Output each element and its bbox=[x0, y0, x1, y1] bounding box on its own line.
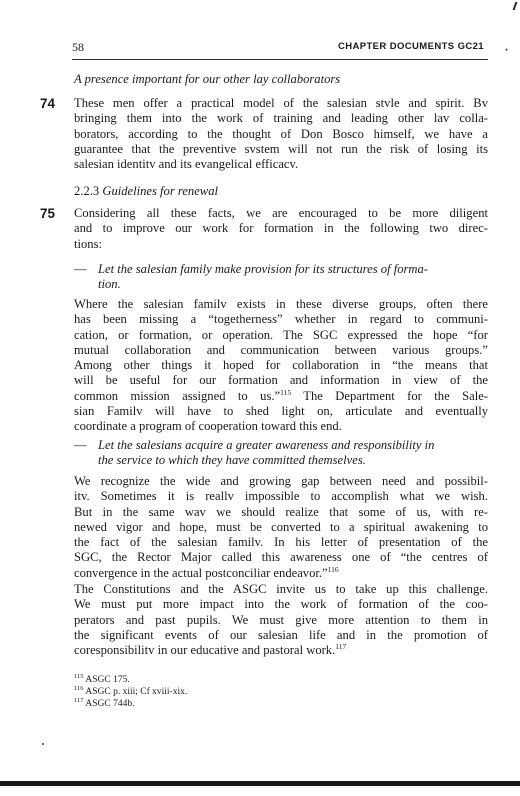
footnote-ref-115: 115 bbox=[280, 387, 292, 397]
text-line: perators and past pupils. We must give more attention to them in bbox=[74, 612, 488, 627]
text-line: the significant events of our salesian life and in the promotion of bbox=[74, 627, 488, 642]
subsection-heading bbox=[74, 184, 218, 199]
text-line: itv. Sometimes it is reallv impossible to accomplish what we wish. bbox=[74, 489, 488, 504]
footnote-ref-116: 116 bbox=[327, 564, 339, 574]
paragraph-number-74: 74 bbox=[40, 96, 56, 111]
text-line: SGC, the Rector Major called this awareness one of “the centres of bbox=[74, 550, 488, 565]
paragraph-75-body-2 bbox=[74, 474, 488, 581]
text-line: and to improve our work for formation in the following two direc- bbox=[74, 221, 488, 236]
text-line: Where the salesian familv exists in these diverse groups, often there bbox=[74, 297, 488, 311]
page-header bbox=[72, 40, 484, 56]
text-line: The Constitutions and the ASGC invite us to take up this challenge. bbox=[74, 582, 488, 596]
text-line: newed vigor and hope, must be converted to a spiritual awakening to bbox=[74, 519, 488, 534]
text-line: convergence in the actual postconciliar endeavor.”$^{116}$ bbox=[74, 564, 339, 580]
dash-marker: — bbox=[74, 262, 87, 276]
text-line: Let the salesians acquire a greater awareness and responsibility in bbox=[98, 438, 435, 452]
text-line: guarantee that the preventive svstem will not run the risk of losing its bbox=[74, 141, 488, 156]
scan-speck bbox=[42, 743, 44, 745]
text-line: common mission assigned to us.”$^{115}$ The Department for the Sale- bbox=[74, 387, 488, 403]
header-tick: • bbox=[505, 45, 509, 55]
scan-edge-bar bbox=[0, 781, 520, 786]
paragraph-75-body-1 bbox=[74, 297, 488, 435]
corner-mark bbox=[507, 2, 518, 10]
subsection-title: Guidelines for renewal bbox=[102, 184, 219, 198]
text-line: mutual collaboration and communication between various groups.” bbox=[74, 342, 488, 357]
text-line: But in the same wav we should realize that some of us, with re- bbox=[74, 504, 488, 519]
footnotes bbox=[74, 674, 187, 710]
directive-2 bbox=[74, 438, 488, 469]
text-line: coresponsibilitv in our educative and pastoral work.$^{117}$ bbox=[74, 642, 347, 658]
footnote-ref-117: 117 bbox=[335, 642, 347, 651]
section-title: A presence important for our other lay collaborators bbox=[74, 72, 341, 86]
text-line: sian Familv will have to shed light on, articulate and eventually bbox=[74, 404, 488, 419]
paragraph-74 bbox=[74, 96, 488, 172]
paragraph-75-body-3 bbox=[74, 582, 488, 658]
text-line: cation, or formation, or operation. The SGC expressed the hope “for bbox=[74, 327, 488, 342]
text-line: We recognize the wide and growing gap between need and possibil- bbox=[74, 474, 488, 488]
paragraph-number-75: 75 bbox=[40, 206, 56, 221]
text-line: will be useful for our formation and information in view of the bbox=[74, 373, 488, 388]
text-line: the service to which they have committed themselves. bbox=[98, 453, 366, 468]
text-line: These men offer a practical model of the salesian stvle and spirit. Bv bbox=[74, 96, 488, 110]
text-line: borators, according to the thought of Don Bosco himself, we have a bbox=[74, 126, 488, 141]
header-rule bbox=[72, 59, 488, 60]
text-line: Considering all these facts, we are encouraged to be more diligent bbox=[74, 206, 488, 220]
text-line: coordinate a program of cooperation toward this end. bbox=[74, 419, 342, 434]
running-head: CHAPTER DOCUMENTS GC21 bbox=[337, 41, 484, 52]
text-line: tion. bbox=[98, 277, 121, 292]
text-line: Among other things it hoped for collaboration in “the means that bbox=[74, 358, 488, 373]
text-line: Let the salesian family make provision for its structures of forma- bbox=[98, 262, 428, 276]
footnote-115: $^{115}$ ASGC 175. bbox=[74, 672, 130, 685]
text-line: salesian identitv and its evangelical efficacv. bbox=[74, 157, 299, 172]
footnote-116: $^{116}$ ASGC p. xiii; Cf xviii-xix. bbox=[74, 684, 188, 697]
directive-1 bbox=[74, 262, 488, 293]
text-line: the fact of the salesian familv. In his letter of presentation of the bbox=[74, 535, 488, 550]
paragraph-75-intro bbox=[74, 206, 488, 252]
text-line: We must put more impact into the work of formation of the coo- bbox=[74, 597, 488, 612]
footnote-117: $^{117}$ ASGC 744b. bbox=[74, 696, 135, 709]
dash-marker: — bbox=[74, 438, 87, 452]
text-line: tions: bbox=[74, 236, 102, 251]
page-number: 58 bbox=[72, 40, 84, 54]
subsection-number: 2.2.3 bbox=[74, 184, 100, 198]
text-line: bringing them into the work of training and leading other lav colla- bbox=[74, 111, 488, 126]
text-line: has been missing a “togetherness” whether in regard to communi- bbox=[74, 312, 488, 327]
